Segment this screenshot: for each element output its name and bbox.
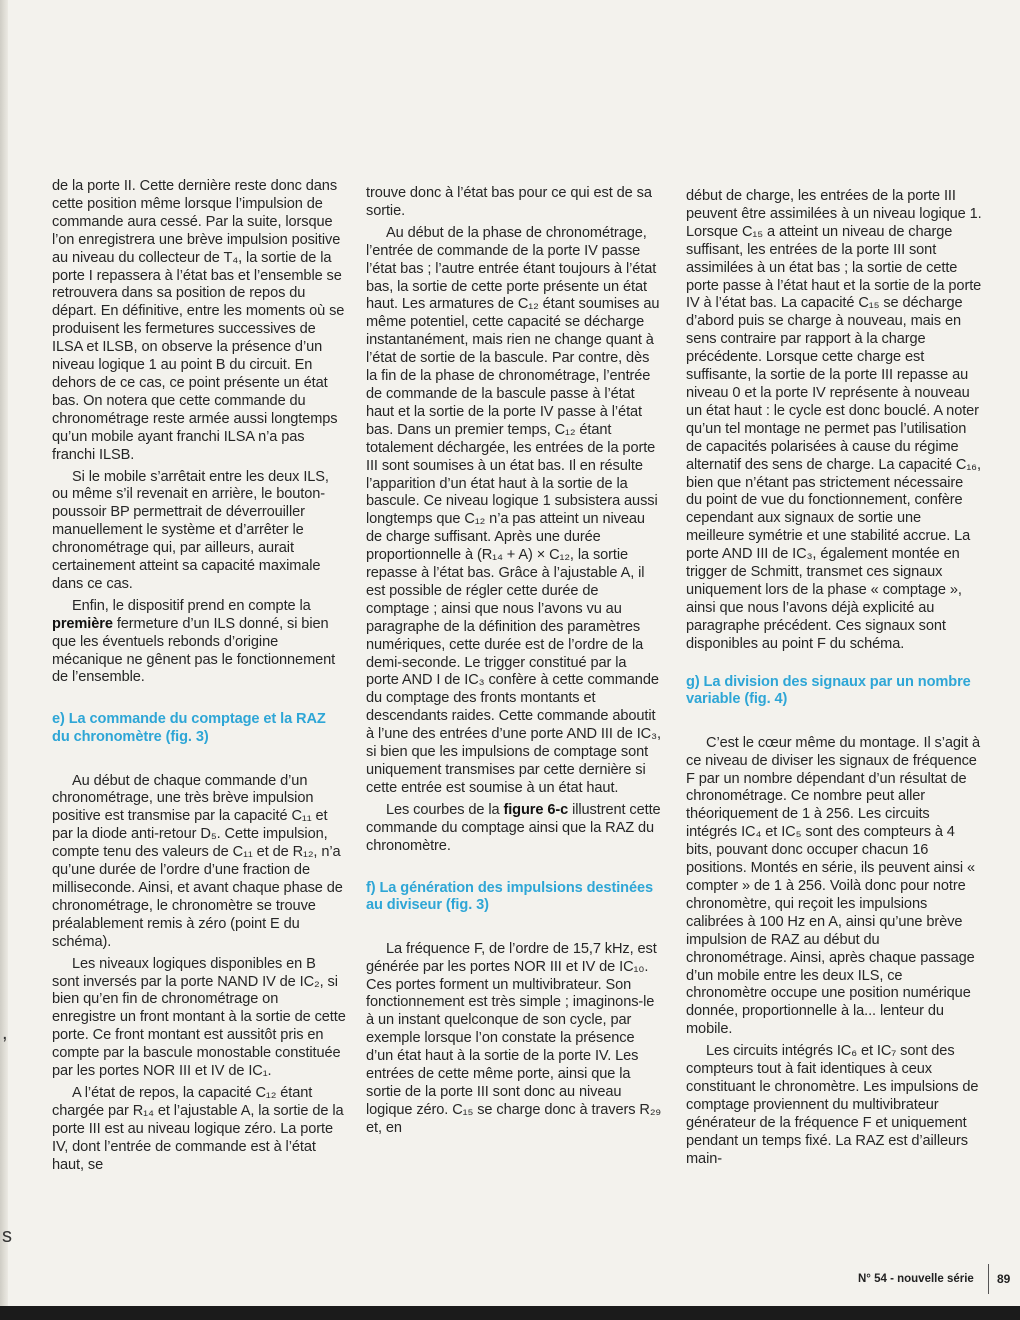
paragraph: Les niveaux logiques disponibles en B sont inversés par la porte NAND IV de IC₂, si bien qu’en fin de chronométrage on enregistre un front montant à la sortie de cette porte. Ce front montant est aussitôt pris en compte par la bascule monostable constituée par les portes NOR III et IV de IC₁.	[52, 955, 346, 1080]
paragraph: de la porte II. Cette dernière reste donc dans cette position même lorsque l’impulsion de commande aura cessé. Par la suite, lorsque l’on enregistrera une brève impulsion positive au niveau du collecteur de T₄, la sortie de la porte I repassera à l’état bas et l’ensemble se retrouvera dans sa position de repos du départ. En définitive, entre les moments où se produisent les fermetures successives de ILSA et ILSB, on observe la présence d’un niveau logique 1 au point B du circuit. En dehors de ce cas, ce point présente un état bas. On notera que cette commande du chronométrage reste armée aussi longtemps qu’un mobile ayant franchi ILSA n’a pas franchi ILSB.	[52, 178, 345, 463]
paragraph: trouve donc à l’état bas pour ce qui est de sa sortie.	[366, 185, 652, 219]
paragraph: Enfin, le dispositif prend en compte la première fermeture d’un ILS donné, si bien que les éventuels rebonds d’origine mécanique ne gênent pas le fonctionnement de l’ensemble.	[52, 597, 336, 686]
emphasis: première	[52, 615, 113, 632]
paragraph: Au début de la phase de chronométrage, l’entrée de commande de la porte IV passe l’état bas ; l’autre entrée étant toujours à l’état bas, la sortie de cette porte présente un état haut. Les armatures de C₁₂ étant soumises au même potentiel, cette capacité se décharge instantanément, mais rien ne change quant à l’état de sortie de la bascule. Par contre, dès la fin de la phase de chronométrage, l’entrée de commande de la bascule passe à l’état haut et la sortie de la porte IV passe à l’état bas. Dans un premier temps, C₁₂ étant totalement déchargée, les entrées de la porte III sont soumises à un état bas. Il en résulte l’apparition d’un état haut à la sortie de la bascule. Ce niveau logique 1 subsistera aussi longtemps que C₁₂ n’a pas atteint un niveau de charge suffisant. Après une durée proportionnelle à (R₁₄ + A) × C₁₂, la sortie repasse à l’état bas. Grâce à l’ajustable A, il est possible de régler cette durée de comptage ; ainsi que nous l’avons vu au paragraphe de la définition des paramètres numériques, cette durée est de l’ordre de la demi-seconde. Le trigger constitué par la porte AND I de IC₃ confère à cette commande du comptage des fronts montants et descendants raides. Cette commande aboutit à l’une des entrées d’une porte AND III de IC₃, si bien que les impulsions de comptage sont uniquement transmises par cette dernière si cette entrée est soumise à un état haut.	[366, 224, 661, 796]
edge-mark: ,	[2, 1022, 8, 1044]
paragraph: début de charge, les entrées de la porte III peuvent être assimilées à un niveau logique 1. Lorsque C₁₅ a atteint un niveau de charge suffisant, les entrées de la porte III sont assimilées à un état bas ; la sortie de cette porte passe à l’état haut et la sortie de la porte IV à l’état bas. La capacité C₁₅ se décharge d’abord puis se charge à nouveau, mais en sens contraire par rapport à la charge précédente. Lorsque cette charge est suffisante, la sortie de la porte III repasse au niveau 0 et la porte IV représente à nouveau un état haut : le cycle est donc bouclé. A noter qu’un tel montage ne permet pas l’utilisation de capacités polarisées à cause du régime alternatif des sens de charge. La capacité C₁₆, bien que n’étant pas strictement nécessaire du point de vue du fonctionnement, confère cependant aux signaux de sortie une meilleure symétrie et une stabilité accrue. La porte AND III de IC₃, également montée en trigger de Schmitt, transmet ces signaux uniquement lors de la phase « comptage », ainsi que nous l’avons déjà explicité au paragraphe précédent. Ces signaux sont disponibles au point F du schéma.	[686, 188, 982, 652]
paragraph: Au début de chaque commande d’un chronométrage, une très brève impulsion positive est transmise par la capacité C₁₁ et par la diode anti-retour D₅. Cette impulsion, compte tenu des valeurs de C₁₁ et de R₁₂, n’a qu’une durée de l’ordre d’une fraction de milliseconde. Ainsi, et avant chaque phase de chronométrage, le chronomètre se trouve préalablement remis à zéro (point E du schéma).	[52, 772, 343, 950]
section-heading-e: e) La commande du comptage et la RAZ du chronomètre (fig. 3)	[52, 711, 326, 745]
column-1	[52, 178, 346, 1175]
footer-divider	[988, 1264, 989, 1294]
column-3	[686, 188, 982, 1169]
paragraph: A l’état de repos, la capacité C₁₂ étant chargée par R₁₄ et l’ajustable A, la sortie de la porte III est au niveau logique zéro. La porte IV, dont l’entrée de commande est à l’état haut, se	[52, 1084, 344, 1173]
emphasis: figure 6-c	[503, 801, 569, 818]
page-number: 89	[997, 1272, 1011, 1286]
paragraph: Les circuits intégrés IC₆ et IC₇ sont des compteurs tout à fait identiques à ceux constituant le chronomètre. Les impulsions de comptage proviennent du multivibrateur générateur de la fréquence F et uniquement pendant un temps fixé. La RAZ est d’ailleurs main-	[686, 1043, 979, 1167]
column-2	[366, 185, 662, 1138]
paragraph: Si le mobile s’arrêtait entre les deux ILS, ou même s’il revenait en arrière, le bouton-poussoir BP permettrait de déverrouiller manuellement le système et d’arrêter le chronométrage qui, par ailleurs, aurait certainement atteint sa capacité maximale dans ce cas.	[52, 468, 329, 592]
paragraph: Les courbes de la figure 6-c illustrent cette commande du comptage ainsi que la RAZ du chronomètre.	[366, 801, 661, 854]
edge-mark: s	[2, 1225, 12, 1247]
scan-edge	[0, 1306, 1020, 1320]
section-heading-g: g) La division des signaux par un nombre variable (fig. 4)	[686, 673, 971, 708]
section-heading-f: f) La génération des impulsions destinées au diviseur (fig. 3)	[366, 879, 654, 914]
paragraph: C’est le cœur même du montage. Il s’agit à ce niveau de diviser les signaux de fréquence F par un nombre dépendant d’un résultat de chronométrage. Ce nombre peut aller théoriquement de 1 à 256. Les circuits intégrés IC₄ et IC₅ sont des compteurs à 4 bits, pouvant donc occuper chacun 16 positions. Montés en série, ils peuvent ainsi « compter » de 1 à 256. Voilà donc pour notre chronomètre, qui reçoit les impulsions calibrées à 100 Hz en A, ainsi qu’une brève impulsion de RAZ au début du chronométrage. Ainsi, après chaque passage d’un mobile entre les deux ILS, ce chronomètre occupe une position numérique donnée, proportionnelle à la... lenteur du mobile.	[686, 734, 981, 1038]
page-spine	[0, 0, 8, 1320]
issue-label: N° 54 - nouvelle série	[858, 1273, 974, 1285]
paragraph: La fréquence F, de l’ordre de 15,7 kHz, est générée par les portes NOR III et IV de IC₁₀. Ces portes forment un multivibrateur. Son fonctionnement est très simple ; imaginons-le à un instant quelconque de son cycle, par exemple lorsque l’on constate la présence d’un état haut à la sortie de la porte IV. Les entrées de cette même porte, ainsi que la sortie de la porte III sont donc au niveau logique zéro. C₁₅ se charge donc à travers R₂₉ et, en	[366, 940, 662, 1136]
